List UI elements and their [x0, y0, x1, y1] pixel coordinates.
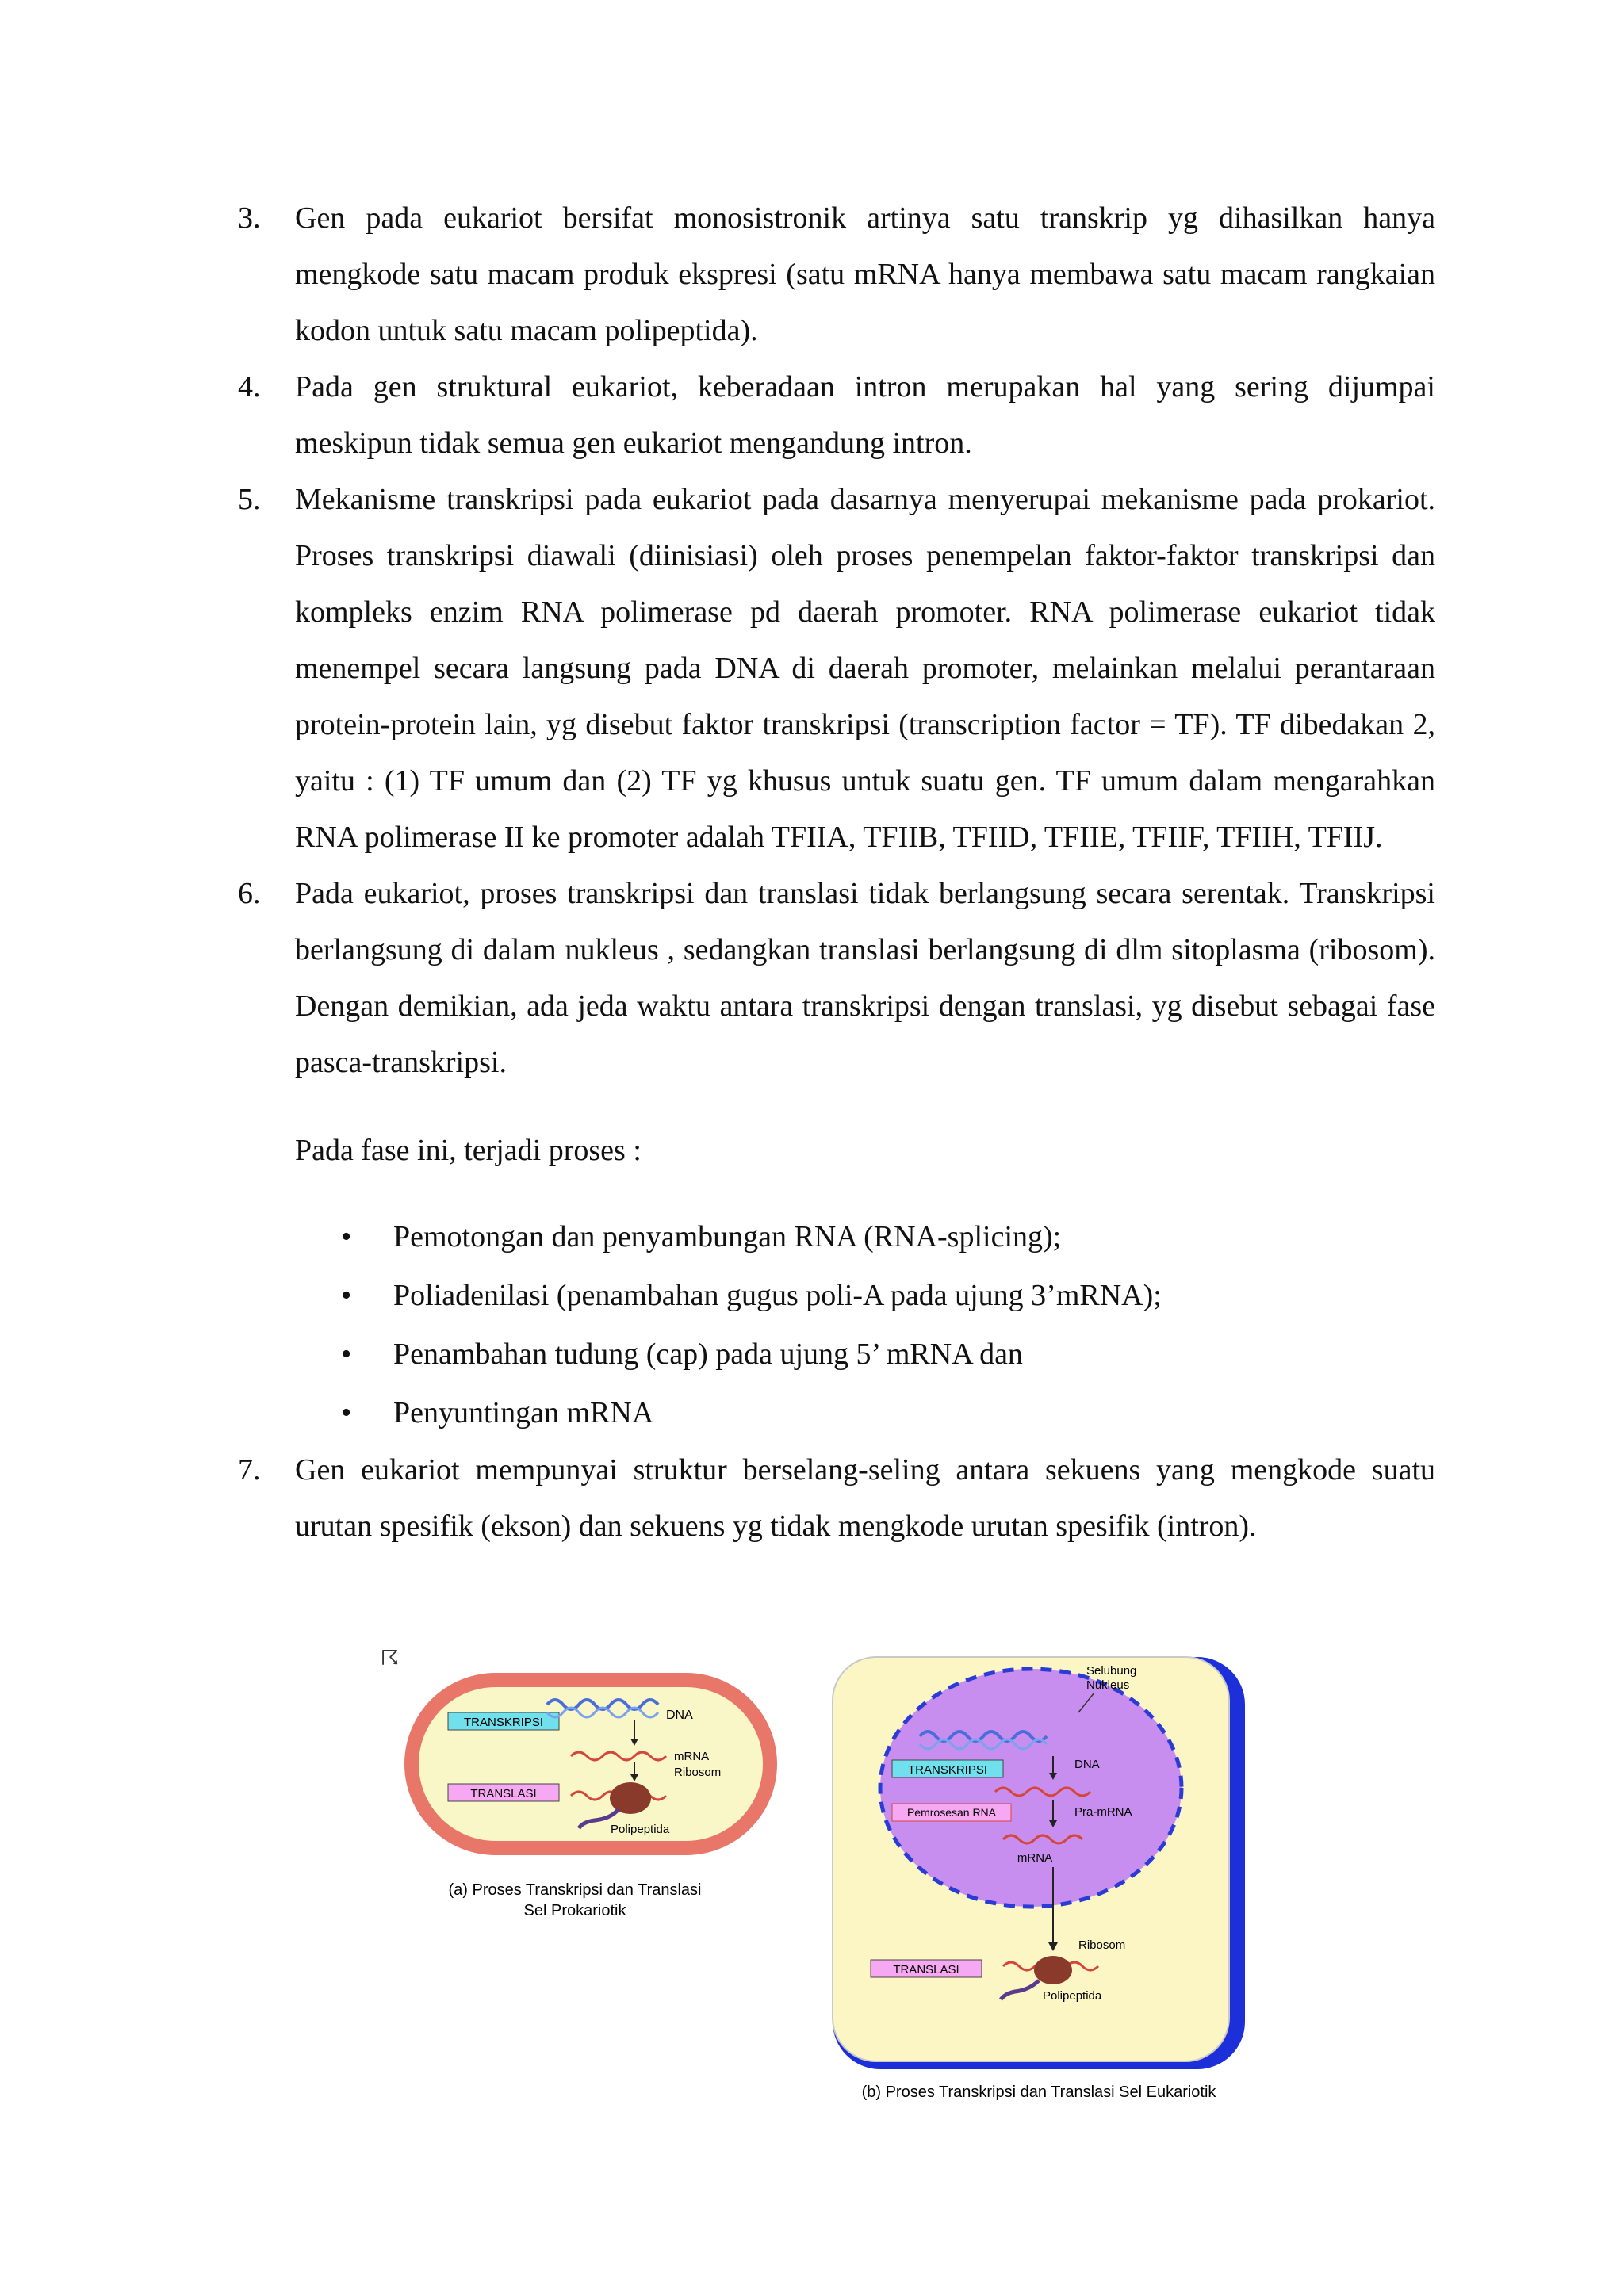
list-item-4: [238, 359, 1435, 472]
document-body: [238, 190, 1435, 1555]
bullet-item: [238, 1383, 1435, 1442]
transkripsi-label: TRANSKRIPSI: [907, 1763, 988, 1777]
list-number: 5.: [238, 483, 261, 516]
list-item-5: [238, 472, 1435, 866]
list-number: 3.: [238, 201, 261, 235]
bullet-item: [238, 1207, 1435, 1266]
figure-prokaryotic: [373, 1641, 785, 1942]
process-list: [238, 1207, 1435, 1442]
list-item-7: [238, 1442, 1435, 1555]
bullet-icon: •: [341, 1279, 352, 1312]
bullet-text: Penambahan tudung (cap) pada ujung 5’ mRNA dan: [393, 1337, 1023, 1371]
bullet-text: Penyuntingan mRNA: [393, 1396, 654, 1429]
bullet-icon: •: [341, 1337, 352, 1371]
figure-eukaryotic: [801, 1649, 1261, 2109]
bullet-item: [238, 1325, 1435, 1383]
cytoplasm: [419, 1687, 763, 1841]
translasi-label: TRANSLASI: [470, 1787, 537, 1800]
figure-b-caption: (b) Proses Transkripsi dan Translasi Sel Eukariotik: [861, 2084, 1216, 2101]
selubung-label: Selubung: [1086, 1664, 1137, 1678]
ribosome-icon: [1034, 1956, 1072, 1984]
dna-label: DNA: [666, 1709, 693, 1722]
ribosom-label: Ribosom: [674, 1766, 722, 1779]
transkripsi-label: TRANSKRIPSI: [463, 1716, 544, 1729]
list-text: Mekanisme transkripsi pada eukariot pada dasarnya menyerupai mekanisme pada prokariot. Proses transkripsi diawali (diinisiasi) oleh proses penempelan faktor-faktor transkripsi dan kompleks enzim RNA polimerase pd daerah promoter. RNA polimerase eukariot tidak menempel secara langsung pada DNA di daerah promoter, melainkan melalui perantaraan protein-protein lain, yg disebut faktor transkripsi (transcription factor = TF). TF dibedakan 2, yaitu : (1) TF umum dan (2) TF yg khusus untuk suatu gen. TF umum dalam mengarahkan RNA polimerase II ke promoter adalah TFIIA, TFIIB, TFIID, TFIIE, TFIIF, TFIIH, TFIIJ.: [295, 483, 1435, 854]
list-item-6: [238, 866, 1435, 1091]
bullet-item: [238, 1266, 1435, 1325]
list-item-3: [238, 190, 1435, 359]
list-number: 6.: [238, 877, 261, 910]
list-text: Gen pada eukariot bersifat monosistronik artinya satu transkrip yg dihasilkan hanya mengkode satu macam produk ekspresi (satu mRNA hanya membawa satu macam rangkaian kodon untuk satu macam polipeptida).: [295, 201, 1435, 347]
phase-intro: Pada fase ini, terjadi proses :: [295, 1134, 642, 1167]
mrna-label: mRNA: [1017, 1851, 1053, 1865]
pra-mrna-label: Pra-mRNA: [1074, 1805, 1132, 1819]
figure-a-caption-line1: (a) Proses Transkripsi dan Translasi: [448, 1881, 702, 1899]
bullet-icon: •: [341, 1220, 352, 1253]
figure-a-caption-line2: Sel Prokariotik: [523, 1902, 626, 1919]
list-text: Pada gen struktural eukariot, keberadaan intron merupakan hal yang sering dijumpai meskipun tidak semua gen eukariot mengandung intron.: [295, 370, 1435, 460]
nukleus-label: Nukleus: [1086, 1678, 1130, 1692]
pemrosesan-label: Pemrosesan RNA: [906, 1806, 997, 1819]
list-number: 4.: [238, 370, 261, 404]
bullet-text: Pemotongan dan penyambungan RNA (RNA-splicing);: [393, 1220, 1062, 1253]
mrna-label: mRNA: [674, 1750, 710, 1763]
polipeptida-label: Polipeptida: [1043, 1989, 1102, 2003]
ribosom-label: Ribosom: [1078, 1938, 1126, 1952]
dna-label: DNA: [1074, 1758, 1100, 1771]
bullet-text: Poliadenilasi (penambahan gugus poli-A pada ujung 3’mRNA);: [393, 1279, 1162, 1312]
corner-mark-icon: ☈: [381, 1647, 400, 1670]
list-text: Pada eukariot, proses transkripsi dan translasi tidak berlangsung secara serentak. Transkripsi berlangsung di dalam nukleus , sedangkan translasi berlangsung di dlm sitoplasma (ribosom). Dengan demikian, ada jeda waktu antara transkripsi dengan translasi, yg disebut sebagai fase pasca-transkripsi.: [295, 877, 1435, 1079]
bullet-icon: •: [341, 1396, 352, 1429]
polipeptida-label: Polipeptida: [611, 1823, 670, 1836]
list-text: Gen eukariot mempunyai struktur berselang-seling antara sekuens yang mengkode suatu urutan spesifik (ekson) dan sekuens yg tidak mengkode urutan spesifik (intron).: [295, 1453, 1435, 1543]
list-number: 7.: [238, 1453, 261, 1487]
translasi-label: TRANSLASI: [893, 1963, 959, 1976]
